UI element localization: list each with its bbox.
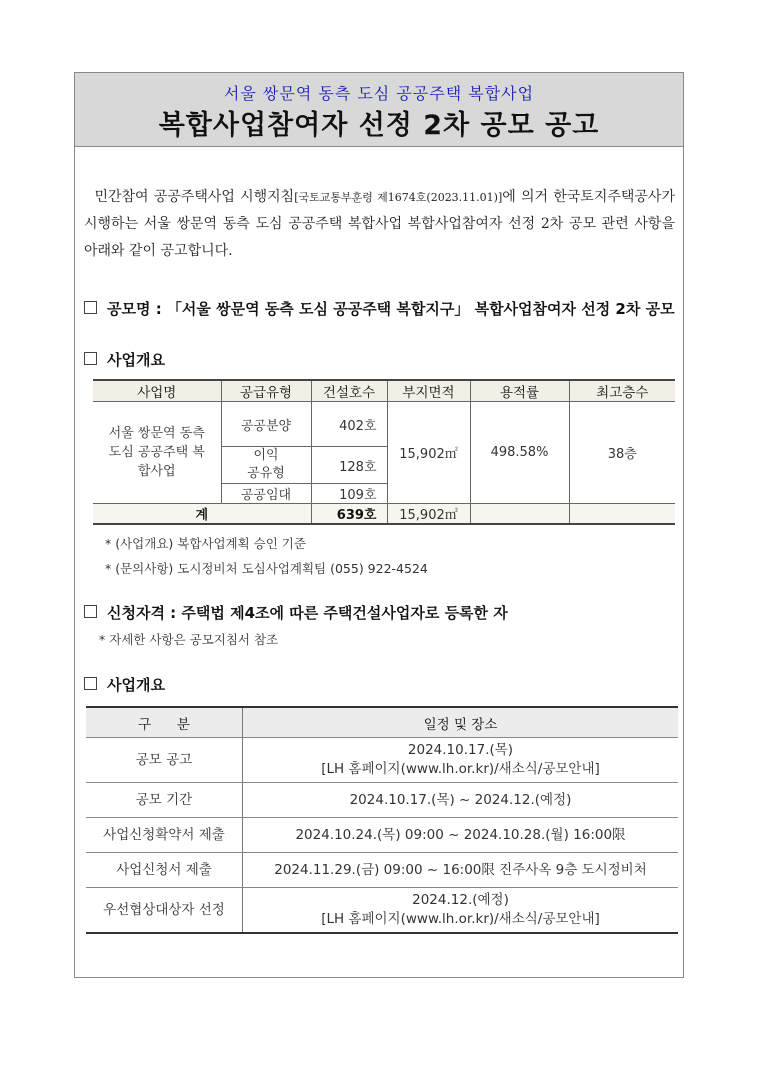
project-name-cell: 서울 쌍문역 동측 도심 공공주택 복합사업 <box>93 402 221 504</box>
section-schedule-heading <box>84 674 165 695</box>
schedule-detail: 2024.10.24.(목) 09:00 ~ 2024.10.28.(월) 16:00限 <box>243 818 679 853</box>
title-band <box>75 73 683 147</box>
table-row <box>86 818 678 853</box>
note-contact: * (문의사항) 도시정비처 도심사업계획팀 (055) 922-4524 <box>105 561 428 576</box>
units-cell: 402호 <box>311 402 387 447</box>
schedule-detail: 2024.11.29.(금) 09:00 ~ 16:00限 진주사옥 9층 도시정비처 <box>243 853 679 888</box>
schedule-link-text: [LH 홈페이지(www.lh.or.kr)/새소식/공모안내] <box>321 761 600 777</box>
checkbox-square-icon <box>84 677 97 690</box>
total-row <box>93 504 675 525</box>
note-guideline-reference: * 자세한 사항은 공모지침서 참조 <box>99 632 279 647</box>
units-cell: 109호 <box>311 484 387 504</box>
schedule-item: 사업신청서 제출 <box>86 853 243 888</box>
header-units: 건설호수 <box>311 380 387 402</box>
schedule-item: 사업신청확약서 제출 <box>86 818 243 853</box>
header-far: 용적률 <box>470 380 569 402</box>
table-row <box>86 853 678 888</box>
checkbox-square-icon <box>84 352 97 365</box>
schedule-detail <box>243 738 679 783</box>
total-units: 639호 <box>311 504 387 525</box>
schedule-detail <box>243 888 679 934</box>
site-area-cell: 15,902㎡ <box>387 402 470 504</box>
schedule-date: 2024.10.17.(목) <box>407 742 514 758</box>
overview-table <box>93 379 675 525</box>
supply-type-cell: 공공분양 <box>221 402 311 447</box>
schedule-item: 공모 공고 <box>86 738 243 783</box>
units-cell: 128호 <box>311 447 387 484</box>
header-supply-type: 공급유형 <box>221 380 311 402</box>
header-schedule-location: 일정 및 장소 <box>243 707 679 738</box>
schedule-item: 우선협상대상자 선정 <box>86 888 243 934</box>
schedule-table <box>86 706 678 934</box>
section-contest-name <box>84 298 675 319</box>
document-subtitle: 서울 쌍문역 동측 도심 공공주택 복합사업 <box>223 84 535 103</box>
total-floors-empty <box>569 504 675 525</box>
supply-type-cell: 이익 공유형 <box>221 447 311 484</box>
schedule-date: 2024.12.(예정) <box>412 892 509 908</box>
overview-table-header <box>93 380 675 402</box>
section-eligibility-text: 신청자격 : 주택법 제4조에 따른 주택건설사업자로 등록한 자 <box>107 604 508 622</box>
schedule-detail: 2024.10.17.(목) ~ 2024.12.(예정) <box>243 783 679 818</box>
intro-text-2: 에 의거 한국토지주택공사가 시행하는 서울 쌍문역 동측 도심 공공주택 복합사업 복합사업참여자 선정 2차 공모 관련 사항을 아래와 같이 공고합니다. <box>84 189 675 259</box>
note-overview-basis: * (사업개요) 복합사업계획 승인 기준 <box>105 536 306 551</box>
header-site-area: 부지면적 <box>387 380 470 402</box>
table-row <box>86 888 678 934</box>
schedule-item: 공모 기간 <box>86 783 243 818</box>
far-cell: 498.58% <box>470 402 569 504</box>
schedule-link-text: [LH 홈페이지(www.lh.or.kr)/새소식/공모안내] <box>321 911 600 927</box>
section-overview-text: 사업개요 <box>107 351 165 369</box>
intro-paragraph <box>84 184 675 265</box>
section-overview-heading <box>84 349 165 370</box>
max-floors-cell: 38층 <box>569 402 675 504</box>
total-far-empty <box>470 504 569 525</box>
checkbox-square-icon <box>84 301 97 314</box>
table-row <box>86 783 678 818</box>
document-title: 복합사업참여자 선정 2차 공모 공고 <box>158 110 600 141</box>
schedule-table-header <box>86 707 678 738</box>
announcement-document <box>74 72 684 978</box>
total-site-area: 15,902㎡ <box>387 504 470 525</box>
header-project-name: 사업명 <box>93 380 221 402</box>
intro-text-1: 민간참여 공공주택사업 시행지침 <box>94 189 295 205</box>
header-category: 구 분 <box>86 707 243 738</box>
table-row <box>86 738 678 783</box>
section-schedule-text: 사업개요 <box>107 676 165 694</box>
total-label: 계 <box>93 504 311 525</box>
section-contest-name-text: 공모명 : 「서울 쌍문역 동측 도심 공공주택 복합지구」 복합사업참여자 선정 2차 공모 <box>107 300 675 318</box>
header-max-floors: 최고층수 <box>569 380 675 402</box>
section-eligibility <box>84 602 508 623</box>
supply-type-cell: 공공임대 <box>221 484 311 504</box>
intro-reference: [국토교통부훈령 제1674호(2023.11.01)] <box>294 191 503 204</box>
checkbox-square-icon <box>84 605 97 618</box>
table-row <box>93 402 675 447</box>
